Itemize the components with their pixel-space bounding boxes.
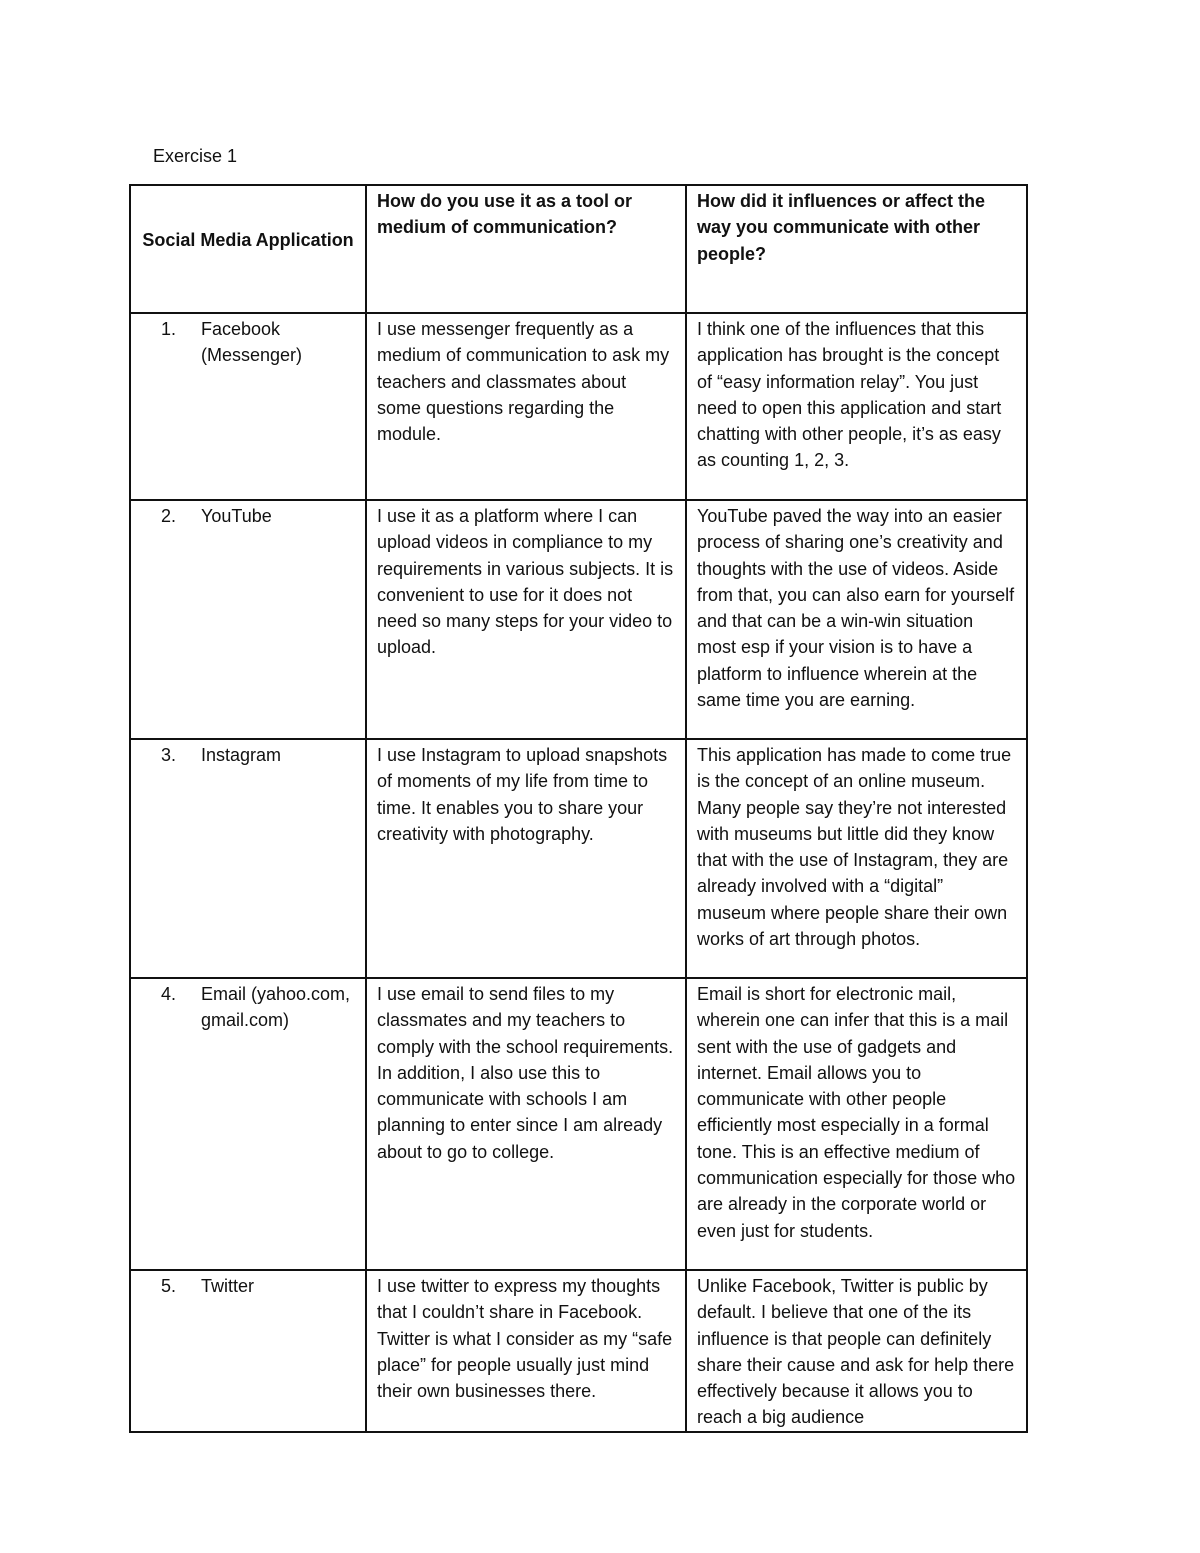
influence-cell: Unlike Facebook, Twitter is public by default. I believe that one of the its influence is that people can definitely share their cause and ask for help there effectively because it allows you to reach a big audience — [686, 1270, 1027, 1432]
table-row — [130, 978, 1027, 1270]
usage-cell: I use Instagram to upload snapshots of moments of my life from time to time. It enables you to share your creativity with photography. — [366, 739, 686, 978]
social-media-table — [129, 184, 1028, 1433]
app-cell — [130, 500, 366, 739]
column-header-application: Social Media Application — [130, 185, 366, 313]
page-title: Exercise 1 — [153, 146, 238, 166]
influence-cell: This application has made to come true is the concept of an online museum. Many people say they’re not interested with museums but little did they know that with the use of Instagram, they are already involved with a “digital” museum where people share their own works of art through photos. — [686, 739, 1027, 978]
app-cell — [130, 739, 366, 978]
table-row — [130, 1270, 1027, 1432]
row-number: 3. — [161, 745, 177, 765]
app-name: YouTube — [201, 506, 272, 526]
app-name: Twitter — [201, 1276, 255, 1296]
usage-cell: I use it as a platform where I can upload videos in compliance to my requirements in various subjects. It is convenient to use for it does not need so many steps for your video to upload. — [366, 500, 686, 739]
usage-cell: I use twitter to express my thoughts that I couldn’t share in Facebook. Twitter is what I consider as my “safe place” for people usually just mind their own businesses there. — [366, 1270, 686, 1432]
column-header-influence: How did it influences or affect the way you communicate with other people? — [686, 185, 1027, 313]
table-row — [130, 313, 1027, 500]
table-header-row — [130, 185, 1027, 313]
column-header-usage: How do you use it as a tool or medium of communication? — [366, 185, 686, 313]
table-row — [130, 500, 1027, 739]
app-cell — [130, 978, 366, 1270]
row-number: 1. — [161, 319, 177, 339]
row-number: 5. — [161, 1276, 177, 1296]
influence-cell: I think one of the influences that this application has brought is the concept of “easy information relay”. You just need to open this application and start chatting with other people, it’s as easy as counting 1, 2, 3. — [686, 313, 1027, 500]
app-name: Facebook (Messenger) — [201, 319, 303, 366]
app-name: Email (yahoo.com, gmail.com) — [201, 984, 351, 1031]
app-cell — [130, 1270, 366, 1432]
influence-cell: YouTube paved the way into an easier process of sharing one’s creativity and thoughts with the use of videos. Aside from that, you can also earn for yourself and that can be a win-win situation most esp if your vision is to have a platform to influence wherein at the same time you are earning. — [686, 500, 1027, 739]
table-row — [130, 739, 1027, 978]
row-number: 4. — [161, 984, 177, 1004]
app-cell — [130, 313, 366, 500]
app-name: Instagram — [201, 745, 282, 765]
row-number: 2. — [161, 506, 177, 526]
influence-cell: Email is short for electronic mail, wherein one can infer that this is a mail sent with the use of gadgets and internet. Email allows you to communicate with other people efficiently most especially in a formal tone. This is an effective medium of communication especially for those who are already in the corporate world or even just for students. — [686, 978, 1027, 1270]
usage-cell: I use email to send files to my classmates and my teachers to comply with the school requirements. In addition, I also use this to communicate with schools I am planning to enter since I am already about to go to college. — [366, 978, 686, 1270]
usage-cell: I use messenger frequently as a medium of communication to ask my teachers and classmates about some questions regarding the module. — [366, 313, 686, 500]
